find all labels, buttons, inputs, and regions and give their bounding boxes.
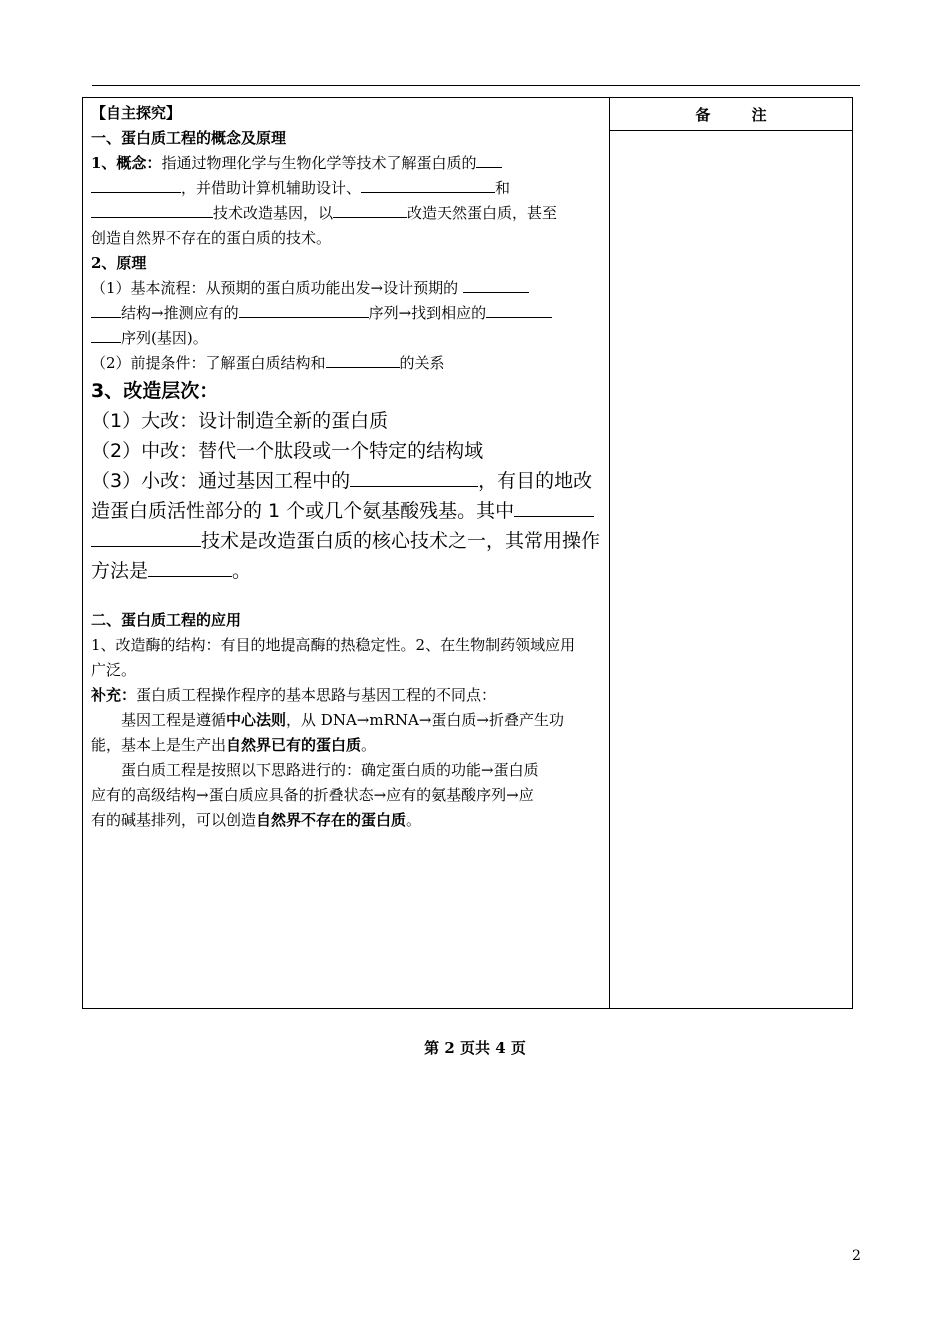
level-minor-text-c: 造蛋白质活性部分的 1 个或几个氨基酸残基。其中 (91, 500, 515, 522)
existing-proteins: 自然界已有的蛋白质 (226, 736, 362, 754)
supplement-line (91, 683, 603, 708)
supplement-text: 蛋白质工程操作程序的基本思路与基因工程的不同点： (136, 686, 497, 704)
fill-blank[interactable] (239, 302, 369, 318)
fill-blank[interactable] (463, 277, 529, 293)
fill-blank[interactable] (91, 302, 121, 318)
level-minor-text-e: 方法是 (91, 560, 149, 582)
section-title: 【自主探究】 (91, 104, 182, 122)
fill-blank[interactable] (361, 177, 495, 193)
fill-blank[interactable] (326, 352, 400, 368)
concept-label: 1、概念： (91, 154, 162, 172)
concept-line-4: 创造自然界不存在的蛋白质的技术。 (91, 229, 332, 247)
heading-applications: 二、蛋白质工程的应用 (91, 611, 242, 629)
level-minor-line-2 (91, 496, 603, 526)
page-footer: 第 2 页共 4 页 (424, 1039, 526, 1057)
page-number: 2 (852, 1248, 861, 1264)
concept-line-3 (91, 201, 603, 226)
central-dogma: 中心法则 (226, 711, 287, 729)
prerequisite-text-b: 的关系 (399, 354, 445, 372)
protein-text-e: 。 (406, 811, 422, 829)
principle-text-d: 序列(基因)。 (121, 329, 208, 347)
fill-blank[interactable] (91, 177, 181, 193)
prerequisite-line (91, 351, 603, 376)
principle-text-c: 序列→找到相应的 (368, 304, 487, 322)
principle-text-a: （1）基本流程：从预期的蛋白质功能出发→设计预期的 (91, 279, 459, 297)
prerequisite-text-a: （2）前提条件：了解蛋白质结构和 (91, 354, 326, 372)
fill-blank[interactable] (333, 202, 407, 218)
principle-line-3 (91, 326, 603, 351)
concept-text-d: 技术改造基因，以 (213, 204, 334, 222)
fill-blank[interactable] (91, 327, 121, 343)
protein-text-c: 有的碱基排列，可以创造 (91, 811, 257, 829)
concept-text-b: ，并借助计算机辅助设计、 (181, 179, 362, 197)
level-minor-line-1 (91, 466, 603, 496)
levels-label: 3、改造层次： (91, 380, 219, 402)
principle-label: 2、原理 (91, 254, 147, 272)
protein-engineering-line-1: 蛋白质工程是按照以下思路进行的：确定蛋白质的功能→蛋白质 (121, 761, 539, 779)
concept-line-1 (91, 151, 603, 176)
application-line-2: 广泛。 (91, 661, 137, 679)
application-line-1: 1、改造酶的结构：有目的地提高酶的热稳定性。2、在生物制药领域应用 (91, 636, 576, 654)
fill-blank[interactable] (486, 302, 552, 318)
gene-engineering-line-2 (91, 733, 603, 758)
nonexistent-proteins: 自然界不存在的蛋白质 (256, 811, 407, 829)
fill-blank[interactable] (91, 202, 213, 218)
fill-blank[interactable] (476, 152, 502, 168)
fill-blank[interactable] (148, 557, 232, 577)
main-content (91, 101, 603, 833)
gene-engineering-line-1 (91, 708, 603, 733)
worksheet-table (82, 97, 853, 1009)
notes-column-header: 备 注 (610, 98, 852, 131)
column-divider (609, 98, 610, 1008)
protein-engineering-line-2: 应有的高级结构→蛋白质应具备的折叠状态→应有的氨基酸序列→应 (91, 786, 534, 804)
fill-blank[interactable] (514, 497, 594, 517)
gene-text-d: 能，基本上是生产出 (91, 736, 227, 754)
concept-text-a: 指通过物理化学与生物化学等技术了解蛋白质的 (161, 154, 477, 172)
concept-text-c: 和 (495, 179, 511, 197)
principle-line-2 (91, 301, 603, 326)
supplement-label: 补充： (91, 686, 137, 704)
protein-engineering-line-3 (91, 808, 603, 833)
principle-text-b: 结构→推测应有的 (121, 304, 239, 322)
level-minor-text-f: 。 (232, 560, 252, 582)
level-medium: （2）中改：替代一个肽段或一个特定的结构域 (91, 440, 484, 462)
heading-concept-principle: 一、蛋白质工程的概念及原理 (91, 129, 287, 147)
gene-text-a: 基因工程是遵循 (121, 711, 227, 729)
principle-line-1 (91, 276, 603, 301)
level-minor-text-a: （3）小改：通过基因工程中的 (91, 470, 351, 492)
fill-blank[interactable] (91, 527, 201, 547)
fill-blank[interactable] (350, 467, 478, 487)
gene-text-c: ，从 DNA→mRNA→蛋白质→折叠产生功 (286, 711, 564, 729)
gene-text-f: 。 (361, 736, 377, 754)
level-minor-text-b: ，有目的地改 (478, 470, 593, 492)
level-minor-text-d: 技术是改造蛋白质的核心技术之一，其常用操作 (201, 530, 601, 552)
level-minor-line-3 (91, 526, 603, 556)
concept-line-2 (91, 176, 603, 201)
header-rule (92, 85, 860, 86)
level-major: （1）大改：设计制造全新的蛋白质 (91, 410, 389, 432)
spacer (91, 586, 603, 608)
level-minor-line-4 (91, 556, 603, 586)
concept-text-e: 改造天然蛋白质，甚至 (407, 204, 558, 222)
